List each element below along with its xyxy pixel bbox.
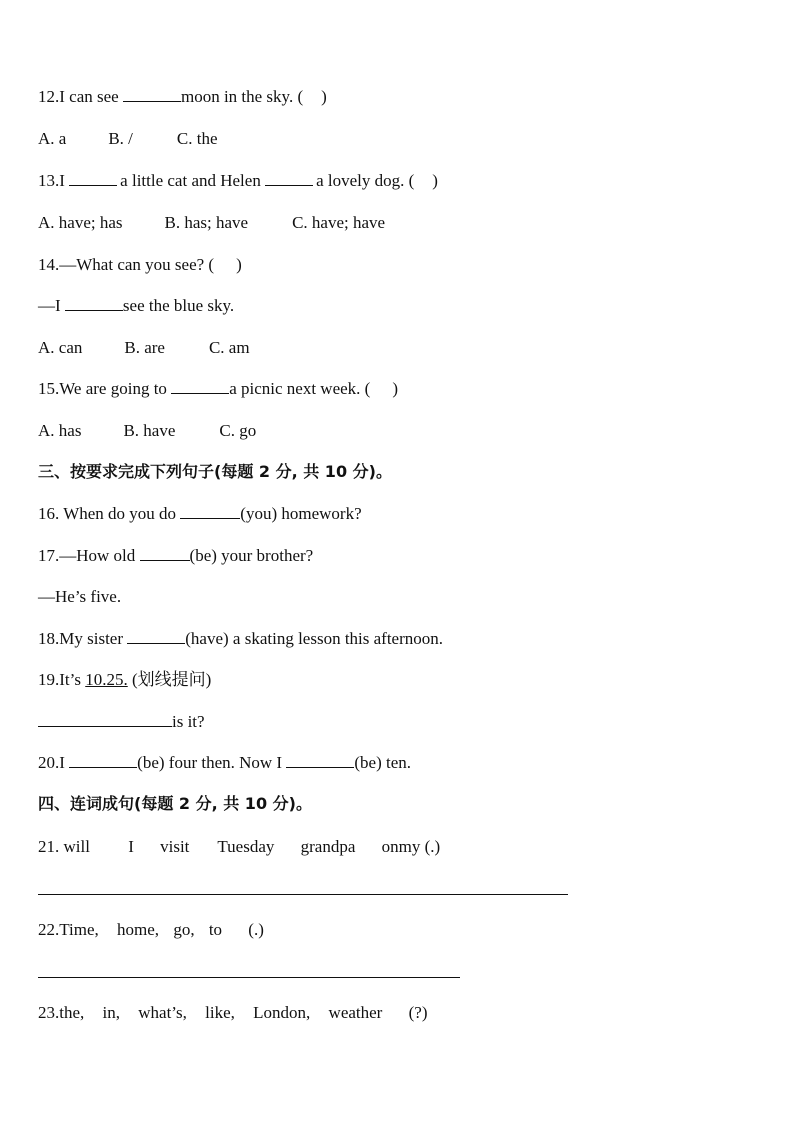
underlined-answer: 10.25. — [85, 670, 128, 689]
question-text: My sister — [59, 629, 128, 648]
answer-line[interactable] — [38, 977, 460, 978]
question-18 — [38, 628, 443, 650]
section-4-heading: 四、连词成句(每题 2 分, 共 10 分)。 — [38, 794, 312, 813]
reply-text: see the blue sky. — [122, 296, 235, 315]
options-12 — [38, 128, 218, 150]
section-3-heading: 三、按要求完成下列句子(每题 2 分, 共 10 分)。 — [38, 462, 392, 481]
option-c[interactable]: C. have; have — [292, 213, 386, 232]
question-text: (be) ten. — [354, 753, 411, 772]
answer-blank[interactable] — [171, 378, 229, 394]
word-token: will — [63, 837, 90, 856]
answer-blank[interactable] — [69, 170, 117, 186]
question-number: 16. — [38, 504, 60, 523]
question-21 — [38, 836, 440, 858]
option-b[interactable]: B. / — [108, 129, 133, 148]
answer-blank[interactable] — [69, 752, 137, 768]
option-a[interactable]: A. have; has — [38, 213, 123, 232]
answer-line[interactable] — [38, 894, 568, 895]
question-number: 21. — [38, 837, 60, 856]
reply-text: is it? — [172, 712, 205, 731]
question-text: I — [59, 753, 70, 772]
word-token: onmy (.) — [381, 837, 441, 856]
question-22 — [38, 919, 264, 941]
question-text: ) — [392, 379, 398, 398]
question-23 — [38, 1002, 427, 1024]
question-text: ) — [321, 87, 327, 106]
options-15 — [38, 420, 256, 442]
question-text: (have) a skating lesson this afternoon. — [185, 629, 444, 648]
question-number: 22. — [38, 920, 60, 939]
reply-17: —He’s five. — [38, 587, 122, 606]
question-17 — [38, 545, 313, 567]
question-text: (be) your brother? — [189, 546, 314, 565]
question-number: 18. — [38, 629, 60, 648]
answer-blank[interactable] — [127, 628, 185, 644]
option-a[interactable]: A. a — [38, 129, 67, 148]
option-c[interactable]: C. go — [219, 421, 257, 440]
reply-text: —I — [38, 296, 65, 315]
reply-19 — [38, 711, 205, 733]
question-text: When do you do — [59, 504, 181, 523]
option-b[interactable]: B. are — [124, 338, 165, 357]
word-token: in, — [102, 1003, 121, 1022]
option-b[interactable]: B. have — [123, 421, 176, 440]
word-token: Time, — [59, 920, 99, 939]
question-text: (划线提问) — [127, 670, 212, 689]
question-14 — [38, 254, 242, 276]
word-token: grandpa — [300, 837, 356, 856]
word-token: (.) — [248, 920, 264, 939]
option-c[interactable]: C. the — [176, 129, 218, 148]
question-number: 15. — [38, 379, 60, 398]
question-number: 23. — [38, 1003, 60, 1022]
word-token: visit — [160, 837, 190, 856]
question-text: (you) homework? — [240, 504, 362, 523]
option-b[interactable]: B. has; have — [164, 213, 249, 232]
answer-blank[interactable] — [38, 711, 172, 727]
word-token: London, — [253, 1003, 311, 1022]
question-15 — [38, 378, 398, 400]
word-token: what’s, — [138, 1003, 187, 1022]
question-text: —What can you see? ( — [59, 255, 215, 274]
question-text: I — [59, 171, 70, 190]
word-token: Tuesday — [217, 837, 275, 856]
question-text: ) — [432, 171, 438, 190]
option-a[interactable]: A. can — [38, 338, 83, 357]
question-text: a picnic next week. ( — [229, 379, 371, 398]
question-text: a lovely dog. ( — [316, 171, 415, 190]
word-token: go, — [173, 920, 195, 939]
word-token: (?) — [408, 1003, 428, 1022]
option-c[interactable]: C. am — [208, 338, 250, 357]
question-number: 17. — [38, 546, 60, 565]
question-number: 12. — [38, 87, 60, 106]
word-token: like, — [205, 1003, 235, 1022]
answer-blank[interactable] — [265, 170, 313, 186]
question-text: (be) four then. Now I — [137, 753, 287, 772]
options-14 — [38, 337, 250, 359]
answer-blank[interactable] — [123, 86, 181, 102]
word-token: the, — [59, 1003, 85, 1022]
question-number: 20. — [38, 753, 60, 772]
answer-blank[interactable] — [180, 503, 240, 519]
question-text: moon in the sky. ( — [180, 87, 304, 106]
word-token: I — [128, 837, 134, 856]
question-number: 13. — [38, 171, 60, 190]
answer-blank[interactable] — [65, 295, 123, 311]
question-number: 19. — [38, 670, 60, 689]
answer-blank[interactable] — [286, 752, 354, 768]
question-12 — [38, 86, 327, 108]
question-text: We are going to — [59, 379, 172, 398]
option-a[interactable]: A. has — [38, 421, 82, 440]
word-token: home, — [117, 920, 160, 939]
reply-14 — [38, 295, 234, 317]
question-text: I can see — [59, 87, 123, 106]
question-text: It’s — [59, 670, 86, 689]
question-text: ) — [236, 255, 242, 274]
options-13 — [38, 212, 385, 234]
question-16 — [38, 503, 362, 525]
question-19 — [38, 669, 211, 691]
answer-blank[interactable] — [140, 545, 190, 561]
question-text: a little cat and Helen — [120, 171, 266, 190]
question-20 — [38, 752, 411, 774]
word-token: to — [208, 920, 223, 939]
question-text: —How old — [59, 546, 140, 565]
word-token: weather — [328, 1003, 383, 1022]
question-number: 14. — [38, 255, 60, 274]
question-13 — [38, 170, 438, 192]
